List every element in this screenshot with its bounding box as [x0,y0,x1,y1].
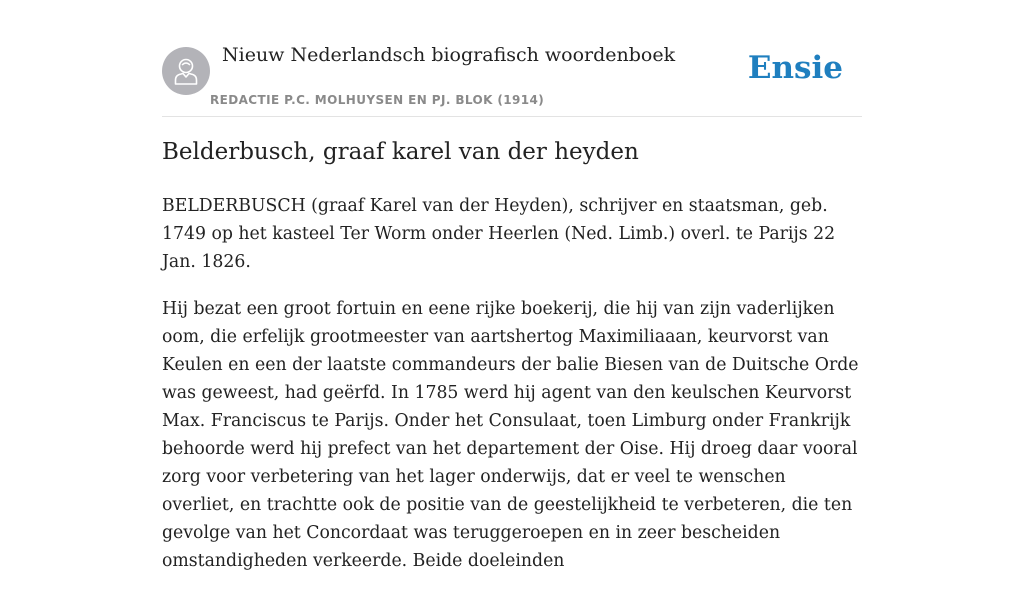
article-title: Belderbusch, graaf karel van der heyden [162,139,639,165]
article-paragraph: Hij bezat een groot fortuin en eene rijke boekerij, die hij van zijn vaderlijken oom, die erfelijk grootmeester van aartshertog Maximiliaaan, keurvorst van Keulen en een der laatste commandeurs der balie Biesen van de Duitsche Orde was geweest, had geërfd. In 1785 werd hij agent van den keulschen Keurvorst Max. Franciscus te Parijs. Onder het Consulaat, toen Limburg onder Frankrijk behoorde werd hij prefect van het departement der Oise. Hij droeg daar vooral zorg voor verbetering van het lager onderwijs, dat er veel te wenschen overliet, en trachtte ook de positie van de geestelijkheid te verbeteren, die ten gevolge van het Concordaat was teruggeroepen en in zeer bescheiden omstandigheden verkeerde. Beide doeleinden [162,299,859,571]
source-title[interactable]: Nieuw Nederlandsch biografisch woordenboek [222,44,676,66]
brand-logo[interactable]: Ensie [747,50,843,86]
source-header [162,0,862,117]
article-paragraph: BELDERBUSCH (graaf Karel van der Heyden), schrijver en staatsman, geb. 1749 op het kasteel Ter Worm onder Heerlen (Ned. Limb.) overl. te Parijs 22 Jan. 1826. [162,196,836,272]
user-silhouette-icon [173,56,199,86]
source-editors: REDACTIE P.C. MOLHUYSEN EN PJ. BLOK (1914) [210,93,545,107]
avatar[interactable] [162,47,210,95]
content-container [162,0,862,571]
article-body [162,192,862,594]
